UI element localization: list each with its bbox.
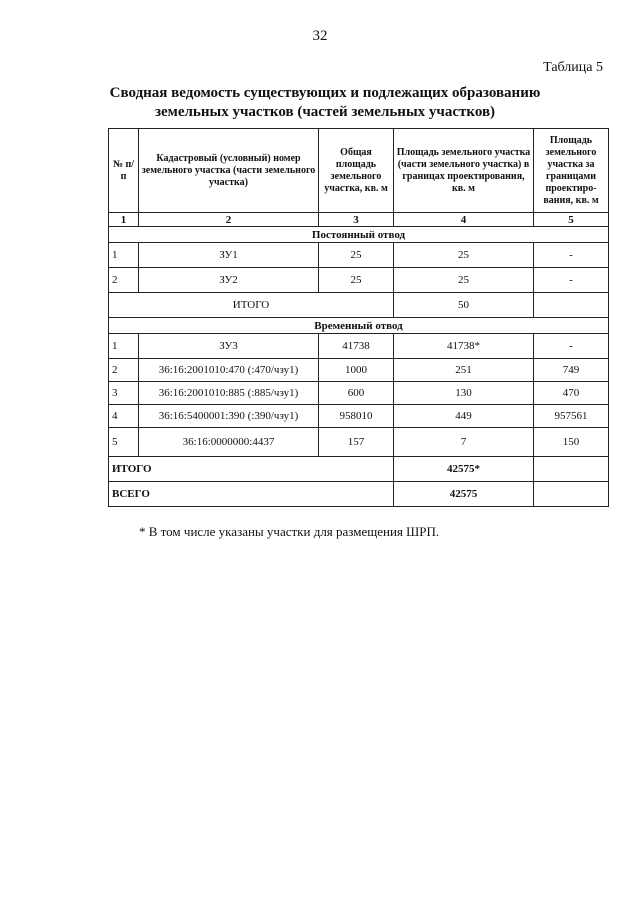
header-total-area: Общая площадь земельного участка, кв. м — [319, 129, 394, 213]
subtotal-row-permanent — [109, 293, 609, 318]
section-row-temporary — [109, 318, 609, 334]
document-title — [60, 84, 590, 122]
cell-number: 1 — [109, 243, 139, 268]
cell-cadastral-id: 36:16:2001010:885 (:885/чзу1) — [139, 382, 319, 405]
page-number: 32 — [312, 28, 328, 44]
subtotal-inside-area: 42575* — [394, 457, 534, 482]
cell-number: 5 — [109, 428, 139, 457]
cell-cadastral-id: ЗУ2 — [139, 268, 319, 293]
cell-inside-area: 25 — [394, 268, 534, 293]
cell-inside-area: 41738* — [394, 334, 534, 359]
cell-cadastral-id: 36:16:2001010:470 (:470/чзу1) — [139, 359, 319, 382]
cell-outside-area: - — [534, 334, 609, 359]
cell-total-area: 958010 — [319, 405, 394, 428]
header-outside-area: Площадь земельного участка за границами проектиро-вания, кв. м — [534, 129, 609, 213]
subtotal-label: ИТОГО — [109, 457, 394, 482]
subtotal-empty — [534, 293, 609, 318]
cell-inside-area: 25 — [394, 243, 534, 268]
section-row-permanent — [109, 227, 609, 243]
cell-number: 2 — [109, 359, 139, 382]
section-title: Постоянный отвод — [109, 227, 609, 243]
col-number: 3 — [319, 213, 394, 227]
section-title: Временный отвод — [109, 318, 609, 334]
grand-total-row — [109, 482, 609, 507]
table-row — [109, 359, 609, 382]
cell-outside-area: 470 — [534, 382, 609, 405]
cell-inside-area: 130 — [394, 382, 534, 405]
cell-number: 2 — [109, 268, 139, 293]
grand-total-empty — [534, 482, 609, 507]
cell-total-area: 41738 — [319, 334, 394, 359]
cell-outside-area: - — [534, 243, 609, 268]
cell-total-area: 157 — [319, 428, 394, 457]
cell-number: 4 — [109, 405, 139, 428]
cell-outside-area: 749 — [534, 359, 609, 382]
subtotal-label: ИТОГО — [109, 293, 394, 318]
cell-number: 1 — [109, 334, 139, 359]
header-inside-area: Площадь земельного участка (части земельного участка) в границах проектирования, кв. м — [394, 129, 534, 213]
cell-cadastral-id: 36:16:0000000:4437 — [139, 428, 319, 457]
table-label: Таблица 5 — [543, 60, 603, 75]
table-row — [109, 243, 609, 268]
header-cadastral-id: Кадастровый (условный) номер земельного участка (части земельного участка) — [139, 129, 319, 213]
cell-inside-area: 449 — [394, 405, 534, 428]
header-number: № п/п — [109, 129, 139, 213]
subtotal-empty — [534, 457, 609, 482]
cell-total-area: 600 — [319, 382, 394, 405]
title-line-2: земельных участков (частей земельных участков) — [154, 104, 496, 120]
cell-total-area: 25 — [319, 243, 394, 268]
cell-total-area: 25 — [319, 268, 394, 293]
table-row — [109, 405, 609, 428]
column-number-row — [109, 213, 609, 227]
grand-total-inside-area: 42575 — [394, 482, 534, 507]
table-row — [109, 382, 609, 405]
cell-outside-area: - — [534, 268, 609, 293]
subtotal-row-temporary — [109, 457, 609, 482]
col-number: 1 — [109, 213, 139, 227]
header-row — [109, 129, 609, 213]
title-line-1: Сводная ведомость существующих и подлежащих образованию — [109, 85, 541, 101]
land-plots-table — [108, 128, 609, 507]
cell-number: 3 — [109, 382, 139, 405]
col-number: 5 — [534, 213, 609, 227]
cell-cadastral-id: ЗУ3 — [139, 334, 319, 359]
cell-outside-area: 150 — [534, 428, 609, 457]
subtotal-inside-area: 50 — [394, 293, 534, 318]
cell-outside-area: 957561 — [534, 405, 609, 428]
col-number: 4 — [394, 213, 534, 227]
cell-inside-area: 251 — [394, 359, 534, 382]
table-row — [109, 334, 609, 359]
table-row — [109, 428, 609, 457]
footnote: * В том числе указаны участки для размещения ШРП. — [139, 524, 440, 539]
cell-cadastral-id: ЗУ1 — [139, 243, 319, 268]
table-row — [109, 268, 609, 293]
cell-total-area: 1000 — [319, 359, 394, 382]
col-number: 2 — [139, 213, 319, 227]
cell-inside-area: 7 — [394, 428, 534, 457]
cell-cadastral-id: 36:16:5400001:390 (:390/чзу1) — [139, 405, 319, 428]
grand-total-label: ВСЕГО — [109, 482, 394, 507]
